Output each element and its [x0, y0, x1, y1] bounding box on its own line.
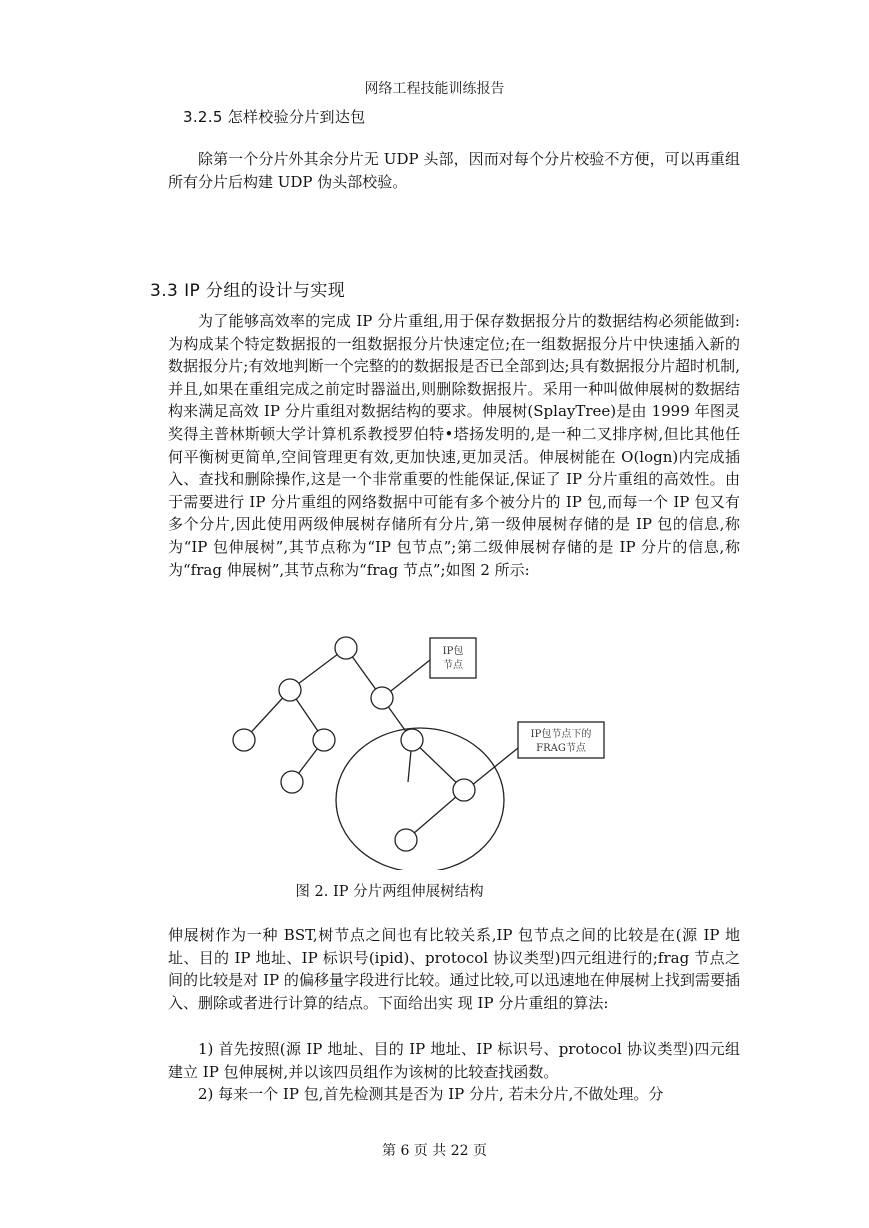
frag-node-label-line1: IP包节点下的 — [530, 729, 592, 740]
tree-node — [371, 687, 393, 709]
subsection-title: 怎样校验分片到达包 — [227, 108, 366, 126]
tree-node — [233, 729, 255, 751]
after-figure-paragraph: 伸展树作为一种 BST,树节点之间也有比较关系,IP 包节点之间的比较是在(源 IP 地址、目的 IP 地址、IP 标识号(ipid)、protocol 协议类型)四元组进行的;frag 节点之间的比较是对 IP 的偏移量字段进行比较。通过比较,可以迅速地在伸展树上找到需要插入、删除或者进行计算的结点。下面给出实 现 IP 分片重组的算法: — [168, 926, 740, 1012]
splay-tree-svg — [200, 630, 640, 870]
subsection-number: 3.2.5 — [183, 108, 223, 126]
section-heading — [150, 276, 345, 301]
page-header: 网络工程技能训练报告 — [364, 81, 505, 97]
ip-node-label-line2: 节点 — [443, 660, 463, 671]
subsection-heading — [183, 106, 365, 127]
algorithm-step-1-text: 1) 首先按照(源 IP 地址、目的 IP 地址、IP 标识号、protocol 协议类型)四元组建立 IP 包伸展树,并以该四员组作为该树的比较查找函数。 — [168, 1040, 740, 1081]
tree-node — [335, 637, 357, 659]
subsection-paragraph: 除第一个分片外其余分片无 UDP 头部，因而对每个分片校验不方便，可以再重组所有分片后构建 UDP 伪头部校验。 — [168, 150, 740, 191]
section-title: IP 分组的设计与实现 — [184, 281, 346, 301]
tree-node — [281, 771, 303, 793]
ip-node-label-line1: IP包 — [442, 646, 464, 657]
callout-line-frag — [466, 748, 518, 790]
figure-caption — [0, 880, 869, 901]
frag-tree-circle — [336, 728, 504, 870]
algorithm-step-2-text: 2) 每来一个 IP 包,首先检测其是否为 IP 分片, 若未分片,不做处理。分 — [198, 1085, 664, 1103]
ip-node-label-box — [430, 638, 476, 678]
section-number: 3.3 — [150, 281, 179, 301]
splay-tree-diagram — [200, 630, 640, 870]
algorithm-step-2 — [168, 1083, 740, 1106]
tree-node — [401, 729, 423, 751]
tree-node — [279, 679, 301, 701]
tree-node — [453, 779, 475, 801]
section-paragraph: 为了能够高效率的完成 IP 分片重组,用于保存数据报分片的数据结构必须能做到:为构成某个特定数据报的一组数据报分片快速定位;在一组数据报分片中快速插入新的数据报分片;有效地判断一个完整的的数据报是否已全部到达;具有数据报分片超时机制,并且,如果在重组完成之前定时器溢出,则删除数据报片。采用一种叫做伸展树的数据结构来满足高效 IP 分片重组对数据结构的要求。伸展树(SplayTree)是由 1999 年图灵奖得主普林斯顿大学计算机系教授罗伯特•塔扬发明的,是一种二叉排序树,但比其他任何平衡树更简单,空间管理更有效,更加快速,更加灵活。伸展树能在 O(logn)内完成插入、查找和删除操作,这是一个非常重要的性能保证,保证了 IP 分片重组的高效性。由于需要进行 IP 分片重组的网络数据中可能有多个被分片的 IP 包,而每一个 IP 包又有多个分片,因此使用两级伸展树存储所有分片,第一级伸展树存储的是 IP 包的信息,称为“IP 包伸展树”,其节点称为“IP 包节点”;第二级伸展树存储的是 IP 分片的信息,称为“frag 伸展树”,其节点称为“frag 节点”;如图 2 所示: — [168, 312, 740, 579]
tree-node — [313, 729, 335, 751]
figure-caption-text: 图 2. IP 分片两组伸展树结构 — [295, 884, 484, 900]
tree-node — [395, 829, 417, 851]
frag-node-label-line2: FRAG节点 — [536, 743, 586, 754]
page-footer: 第 6 页 共 22 页 — [382, 1143, 487, 1159]
algorithm-step-1 — [168, 1038, 740, 1083]
